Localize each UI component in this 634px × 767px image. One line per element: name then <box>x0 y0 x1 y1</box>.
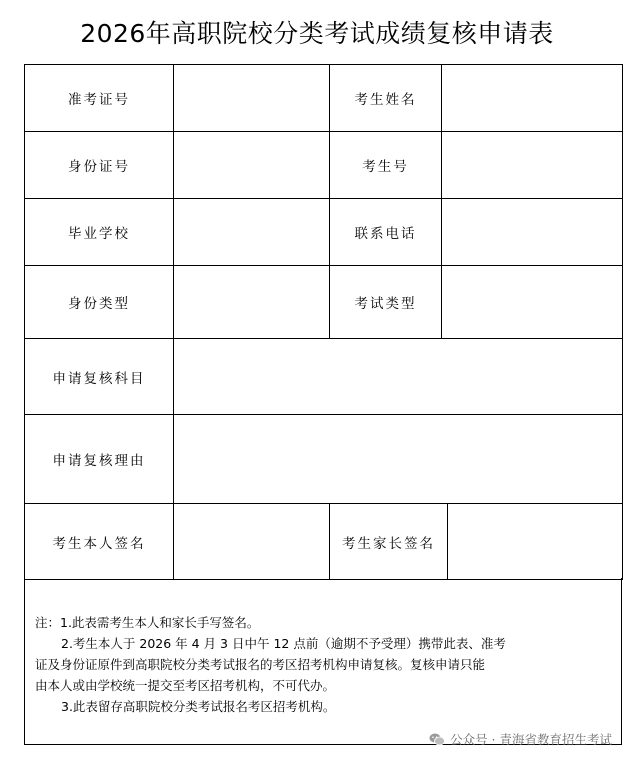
application-form <box>24 64 623 580</box>
notes-section <box>24 578 622 745</box>
student-signature-field[interactable] <box>174 504 330 580</box>
graduation-school-field[interactable] <box>174 199 330 266</box>
id-number-field[interactable] <box>174 132 330 199</box>
candidate-name-label: 考生姓名 <box>330 65 442 132</box>
note-line-4: 由本人或由学校统一提交至考区招考机构，不可代办。 <box>35 678 336 693</box>
form-row <box>25 65 623 132</box>
candidate-name-field[interactable] <box>442 65 623 132</box>
review-subjects-field[interactable] <box>174 339 623 415</box>
parent-signature-field[interactable] <box>448 504 623 580</box>
exam-number-field[interactable] <box>174 65 330 132</box>
exam-type-field[interactable] <box>442 266 623 339</box>
form-row <box>25 132 623 199</box>
note-line-5: 3.此表留存高职院校分类考试报名考区招考机构。 <box>61 699 336 714</box>
candidate-number-field[interactable] <box>442 132 623 199</box>
note-line-3: 证及身份证原件到高职院校分类考试报名的考区招考机构申请复核。复核申请只能 <box>35 657 486 672</box>
candidate-number-label: 考生号 <box>330 132 442 199</box>
form-row <box>25 415 623 504</box>
exam-type-label: 考试类型 <box>330 266 442 339</box>
note-line-2: 2.考生本人于 2026 年 4 月 3 日中午 12 点前（逾期不予受理）携带此表、准考 <box>61 636 506 651</box>
form-row <box>25 266 623 339</box>
graduation-school-label: 毕业学校 <box>25 199 174 266</box>
form-row <box>25 339 623 415</box>
phone-field[interactable] <box>442 199 623 266</box>
review-reason-label: 申请复核理由 <box>25 415 174 504</box>
identity-type-field[interactable] <box>174 266 330 339</box>
review-reason-field[interactable] <box>174 415 623 504</box>
watermark-text: 公众号 · 青海省教育招生考试 <box>450 732 612 747</box>
identity-type-label: 身份类型 <box>25 266 174 339</box>
phone-label: 联系电话 <box>330 199 442 266</box>
review-subjects-label: 申请复核科目 <box>25 339 174 415</box>
exam-number-label: 准考证号 <box>25 65 174 132</box>
wechat-icon <box>429 733 445 746</box>
form-row <box>25 504 623 580</box>
note-line-1: 注：1.此表需考生本人和家长手写签名。 <box>35 615 260 630</box>
id-number-label: 身份证号 <box>25 132 174 199</box>
watermark <box>429 730 612 748</box>
page-title: 2026年高职院校分类考试成绩复核申请表 <box>80 19 554 48</box>
student-signature-label: 考生本人签名 <box>25 504 174 580</box>
parent-signature-label: 考生家长签名 <box>330 504 448 580</box>
form-row <box>25 199 623 266</box>
